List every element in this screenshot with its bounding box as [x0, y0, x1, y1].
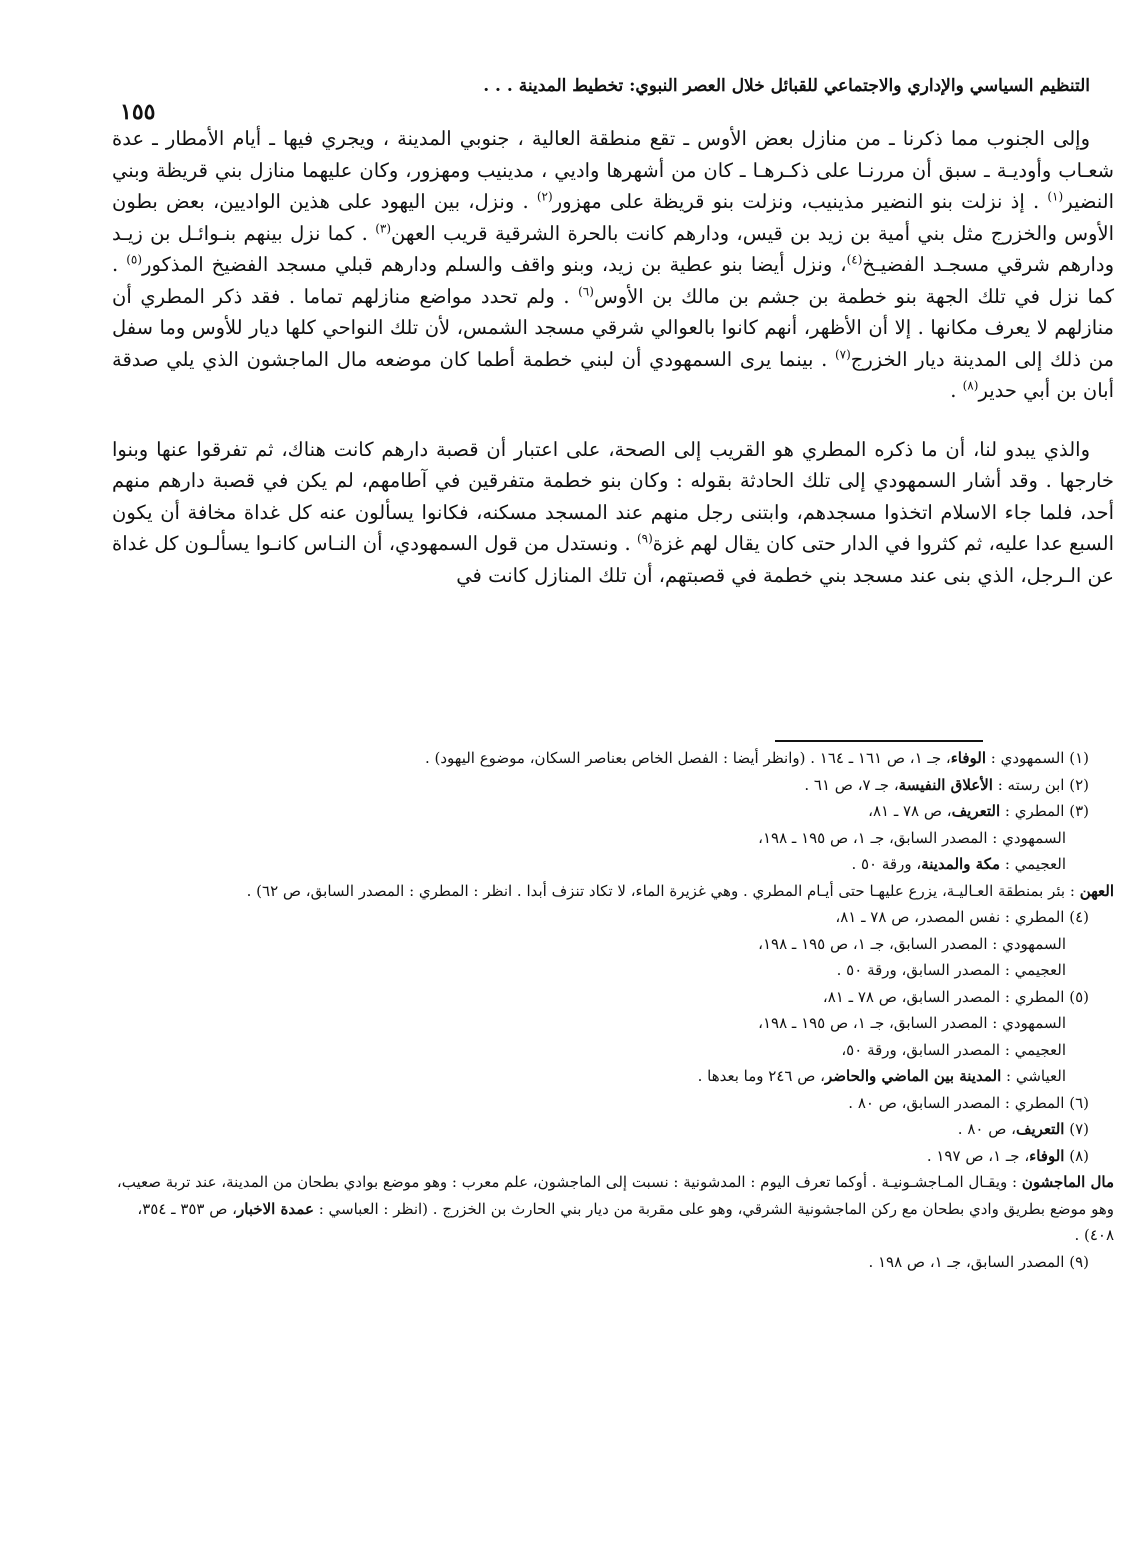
- running-title: التنظيم السياسي والإداري والاجتماعي للقبائل خلال العصر النبوي: تخطيط المدينة . . .: [483, 76, 1090, 96]
- footnote-text: ، ورقة ٥٠ .: [851, 855, 922, 873]
- footnote: [112, 1090, 1114, 1117]
- footnote-text: ، جـ ١، ص ١٦١ ـ ١٦٤ . (وانظر أيضا : الفصل الخاص بعناصر السكان، موضوع اليهود) .: [424, 749, 951, 767]
- footnote-text: : بئر بمنطقة العـاليـة، يزرع عليهـا حتى أيـام المطري . وهي غزيرة الماء، لا تكاد تنزف أبدا . انظر : المطري : المصدر السابق، ص ٦٢) .: [246, 881, 1080, 900]
- footnote-text: (٤) المطري : نفس المصدر، ص ٧٨ ـ ٨١،: [835, 908, 1089, 926]
- footnote: [112, 851, 1114, 878]
- footnote-text: (٣) المطري :: [1000, 802, 1089, 820]
- footnote-ref-5: (٥): [126, 252, 143, 267]
- footnote-ref-2: (٢): [536, 189, 553, 204]
- footnote-text: (٢) ابن رسته :: [992, 775, 1089, 794]
- paragraph-text: والذي يبدو لنا، أن ما ذكره المطري هو القريب إلى الصحة، على اعتبار أن قصبة دارهم كانت هناك، ثم تفرقوا عنها وبنوا خارجها . وقد أشار السمهودي إلى تلك الحادثة بقوله : وكان بنو خطمة متفرقين في آطامهم، لم يكن في قصبة دارهم منهم أحد، فلما جاء الاسلام اتخذوا مسجدهم، وابتنى رجل منهم عند المسجد مسكنه، فكانوا يسألون عنه كل غداة مخافة أن يكون السبع عدا عليه، ثم كثروا في الدار حتى كان يقال لهم غزة: [112, 437, 1114, 555]
- footnote-text: : ويقـال المـاجشـونيـة . أوكما تعرف اليوم : المدشونية : نسبت إلى الماجشون، علم معرب : وهو موضع بوادي بطحان من المدينة، عند تربة صعيب، وهو موضع بطريق وادي بطحان مع ركن الماجشونية الشرقي، وهو على مقربة من ديار بني الحارث بن الخزرج . (انظر : العباسي :: [116, 1173, 1114, 1218]
- footnote-ref-4: (٤): [846, 252, 863, 267]
- footnote-text: العياشي :: [1001, 1067, 1066, 1085]
- footnote-text: (٦) المطري : المصدر السابق، ص ٨٠ .: [848, 1093, 1089, 1112]
- paragraph-text: . بينما يرى السمهودي أن لبني خطمة أطما كان موضعه مال الماجشون الذي يلي صدقة أبان بن أبي حدير: [112, 347, 1114, 402]
- footnote-text: (١) السمهودي :: [985, 749, 1089, 767]
- paragraph-text: ، ونزل أيضا بنو عطية بن زيد، وبنو واقف والسلم ودارهم قبلي مسجد الفضيخ المذكور: [142, 253, 847, 276]
- footnote-ref-8: (٨): [962, 378, 979, 393]
- footnote-text: العجيمي : المصدر السابق، ورقة ٥٠،: [841, 1040, 1066, 1059]
- paragraph-1: [112, 123, 1114, 407]
- footnote-title: الوفاء: [1029, 1146, 1065, 1165]
- footnote-ref-7: (٧): [834, 347, 851, 361]
- footnote-title: الأعلاق النفيسة: [898, 775, 993, 794]
- paragraph-text: . ونستدل من قول السمهودي، أن النـاس كانـوا يسألـون كل غداة عن الـرجل، الذي بنى عند مسجد بني خطمة في قصبتهم، أن تلك المنازل كانت في: [112, 532, 1114, 587]
- paragraph-text: . كما نزل في تلك الجهة بنو خطمة بن جشم بن مالك بن الأوس: [112, 253, 1114, 308]
- footnote: [112, 984, 1114, 1011]
- footnote: [112, 878, 1114, 905]
- footnote: [112, 772, 1114, 799]
- footnote-ref-3: (٣): [375, 221, 392, 235]
- footnote: [112, 1063, 1114, 1090]
- footnote-title: عمدة الاخبار: [237, 1199, 314, 1218]
- paragraph-text: وإلى الجنوب مما ذكرنا ـ من منازل بعض الأوس ـ تقع منطقة العالية ، جنوبي المدينة ، ويجري فيها ـ أيام الأمطار ـ عدة شعـاب وأوديـة ـ سبق أن مررنـا على ذكـرهـا ـ كان من أشهرها واديي ، مدينيب ومهزور، وكان عليهما منازل بني قريظة وبني النضير: [112, 127, 1114, 213]
- footnote-text: (٨): [1064, 1146, 1089, 1165]
- footnote-title: التعريف: [1015, 1120, 1065, 1138]
- page-number: ١٥٥: [120, 99, 156, 125]
- footnote-title: الوفاء: [950, 749, 986, 767]
- footnote-title: التعريف: [951, 802, 1001, 820]
- footnotes: [112, 745, 1114, 1275]
- paragraph-text: . إذ نزلت بنو النضير مذينيب، ونزلت بنو قريظة على مهزور: [552, 190, 1048, 213]
- paragraph-text: . كما نزل بينهم بنـوائـل بن زيـد ودارهم شرقي مسجـد الفضيـخ: [112, 221, 1114, 276]
- footnote-title: مال الماجشون: [1021, 1173, 1114, 1191]
- body-text: [112, 123, 1114, 591]
- footnote: [112, 1249, 1114, 1276]
- footnote: [112, 825, 1114, 852]
- footnote-text: العجيمي :: [1000, 855, 1066, 873]
- footnote: [112, 1143, 1114, 1170]
- paragraph-text: .: [950, 379, 963, 402]
- footnote: [112, 1116, 1114, 1143]
- footnote: [112, 1037, 1114, 1064]
- footnote-text: ، جـ ٧، ص ٦١ .: [804, 775, 899, 794]
- footnote-text: ، ص ٣٥٣ ـ ٣٥٤، ٤٠٨) .: [137, 1199, 1114, 1244]
- footnote-ref-6: (٦): [578, 284, 594, 298]
- footnote: [112, 745, 1114, 772]
- footnote-text: العجيمي : المصدر السابق، ورقة ٥٠ .: [836, 961, 1066, 979]
- footnote: [112, 931, 1114, 958]
- footnote-text: (٧): [1064, 1120, 1089, 1138]
- footnote-ref-9: (٩): [636, 531, 653, 546]
- footnote-title: العهن: [1079, 881, 1114, 900]
- footnote: [112, 798, 1114, 825]
- paragraph-2: [112, 434, 1114, 592]
- paragraph-text: . ولم تحدد مواضع منازلهم تماما . فقد ذكر المطري أن منازلهم لا يعرف مكانها . إلا أن الأظهر، أنهم كانوا بالعوالي شرقي مسجد الشمس، لأن تلك النواحي كلها ديار للأوس وما سفل من ذلك إلى المدينة ديار الخزرج: [112, 284, 1114, 371]
- footnote-text: السمهودي : المصدر السابق، جـ ١، ص ١٩٥ ـ ١٩٨،: [758, 828, 1066, 847]
- footnote-title: المدينة بين الماضي والحاضر: [824, 1067, 1002, 1085]
- footnote-text: (٥) المطري : المصدر السابق، ص ٧٨ ـ ٨١،: [822, 987, 1089, 1006]
- footnote-divider: [775, 740, 983, 742]
- footnote: [112, 957, 1114, 984]
- footnote-text: ، ص ٨٠ .: [957, 1120, 1016, 1138]
- footnote: [112, 1010, 1114, 1037]
- footnote-text: السمهودي : المصدر السابق، جـ ١، ص ١٩٥ ـ ١٩٨،: [758, 934, 1066, 953]
- footnote-text: السمهودي : المصدر السابق، جـ ١، ص ١٩٥ ـ ١٩٨،: [758, 1014, 1066, 1032]
- paragraph-text: . ونزل، بين اليهود على هذين الواديين، بعض بطون الأوس والخزرج مثل بني أمية بن زيد بن قيس، ودارهم كانت بالحرة الشرقية قريب العهن: [112, 190, 1115, 245]
- footnote-ref-1: (١): [1047, 189, 1064, 204]
- footnote-title: مكة والمدينة: [921, 855, 1001, 873]
- footnote-text: (٩) المصدر السابق، جـ ١، ص ١٩٨ .: [868, 1252, 1089, 1271]
- footnote-text: ، ص ٢٤٦ وما بعدها .: [697, 1067, 825, 1085]
- footnote: [112, 1169, 1114, 1249]
- footnote-text: ، ص ٧٨ ـ ٨١،: [868, 802, 952, 820]
- footnote-text: ، جـ ١، ص ١٩٧ .: [926, 1146, 1030, 1165]
- footnote: [112, 904, 1114, 931]
